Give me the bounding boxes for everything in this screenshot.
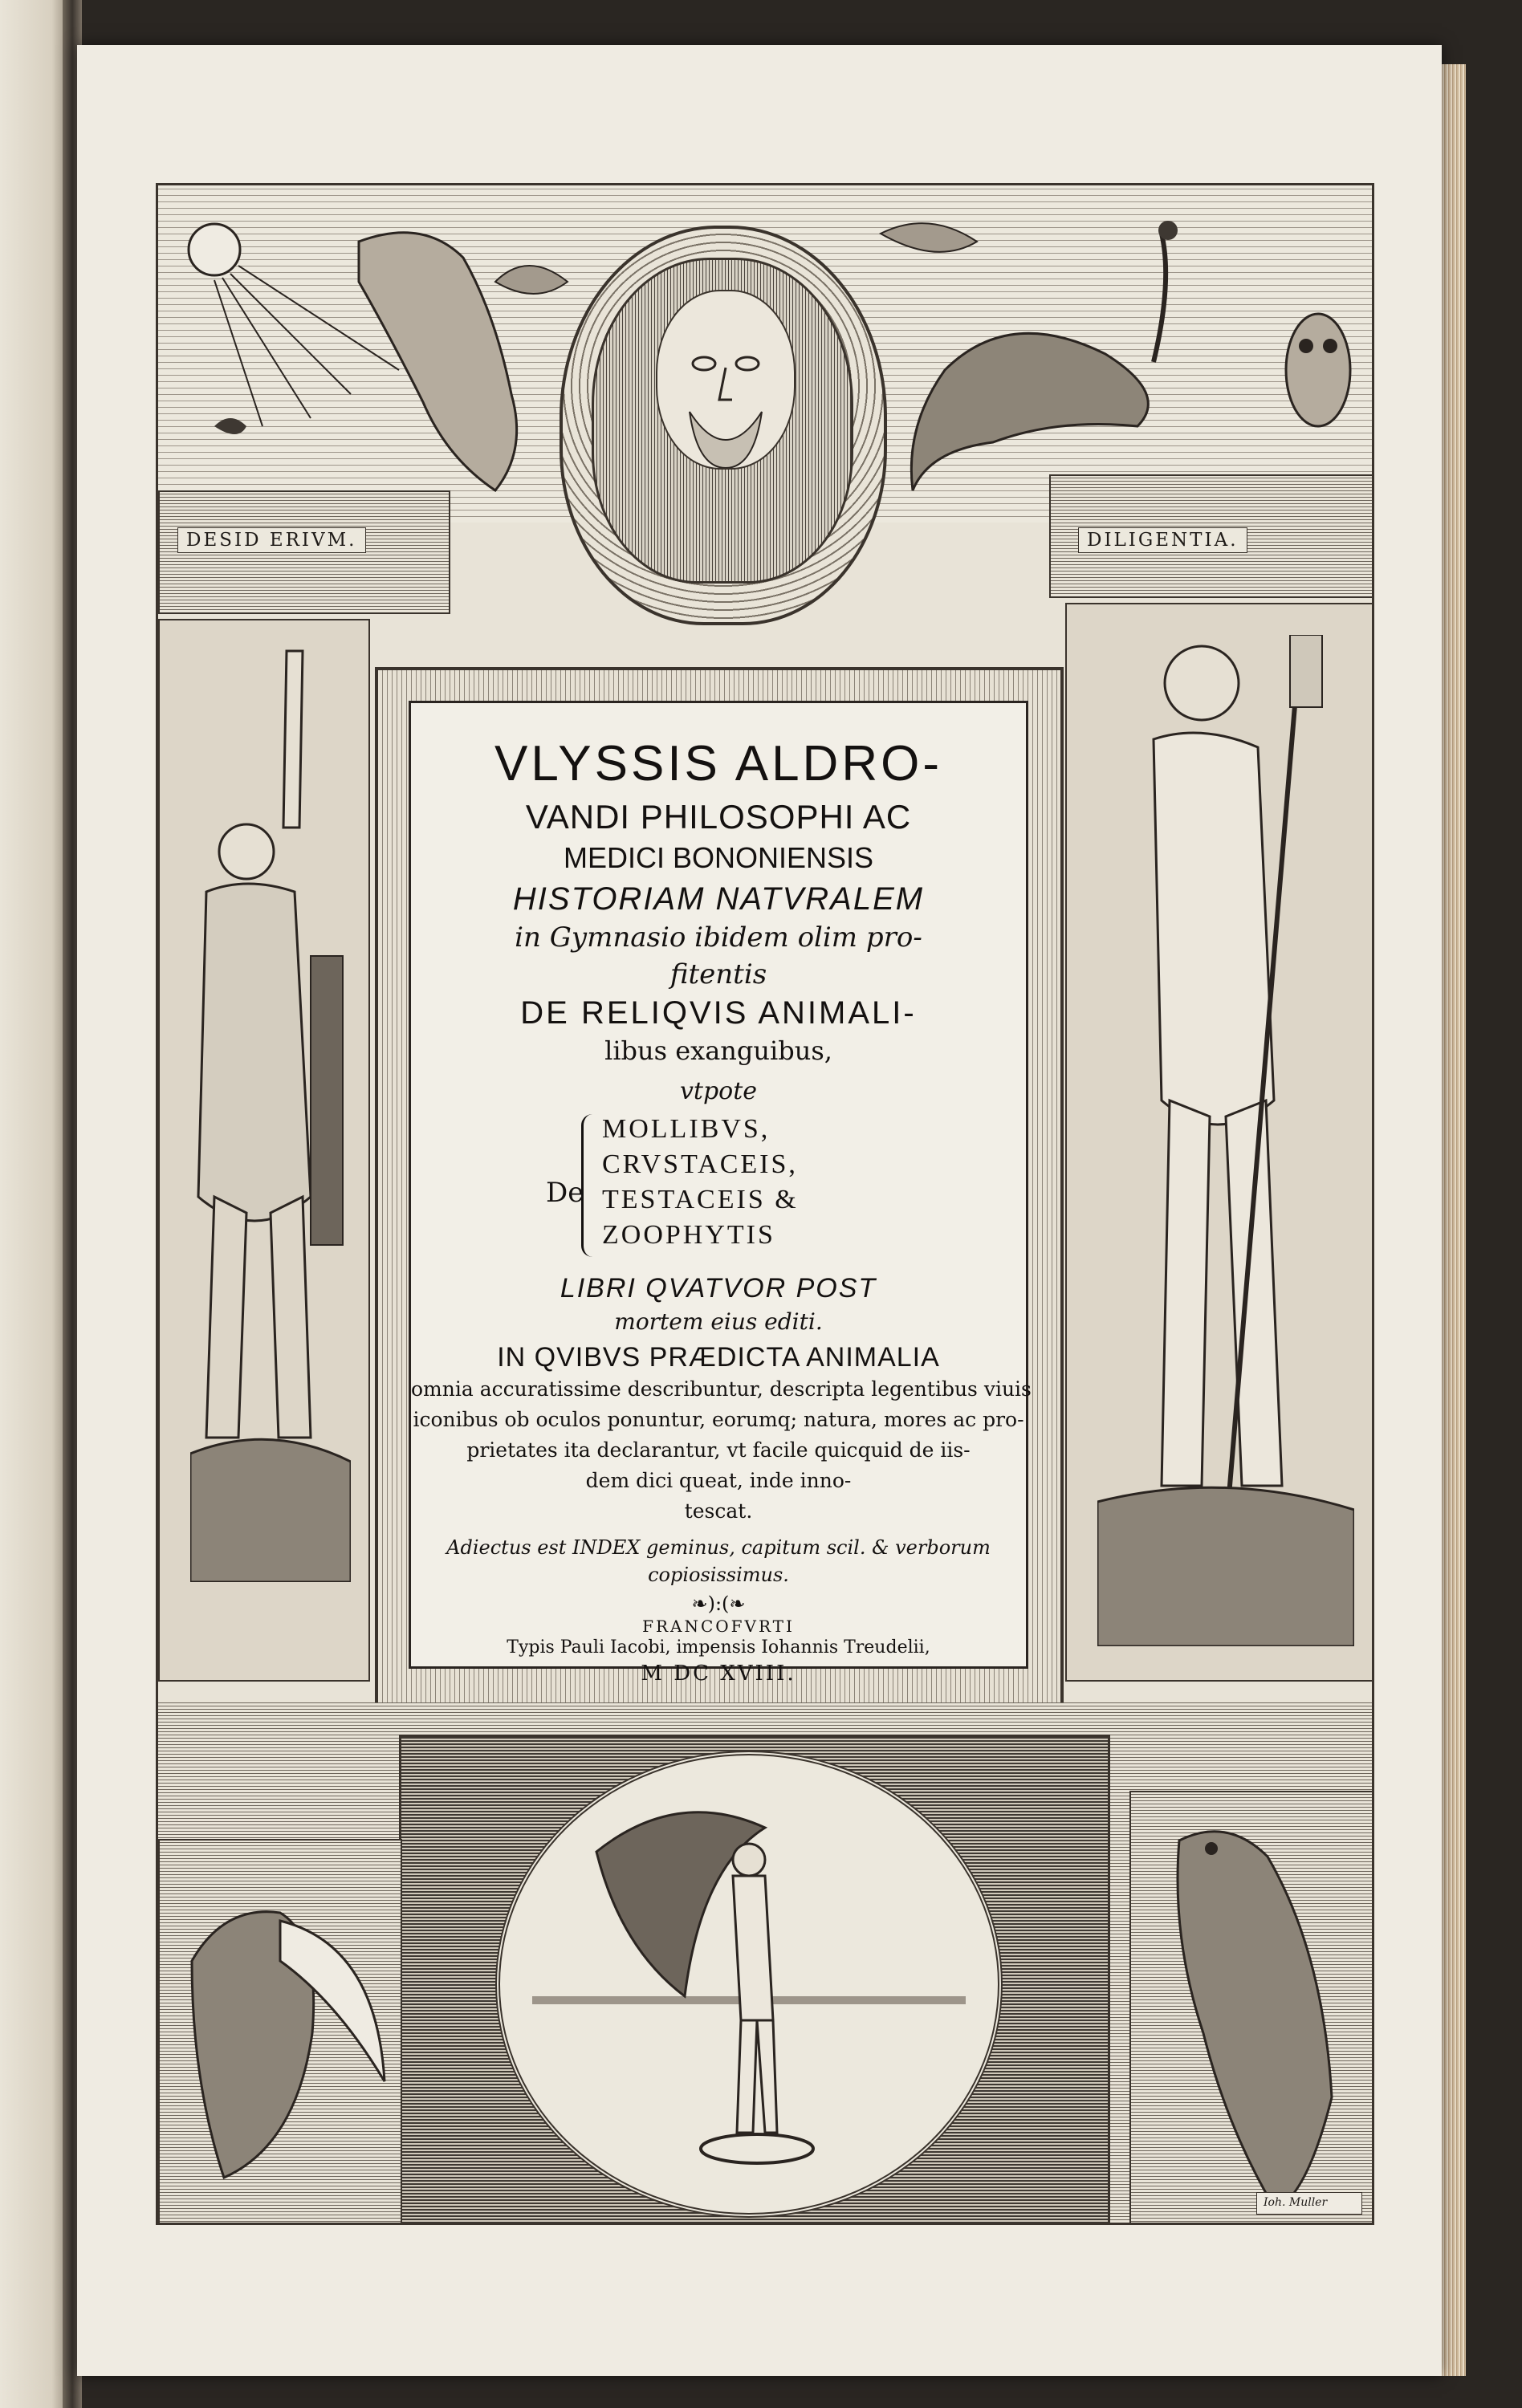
de-label: De [546,1177,584,1209]
eagle-icon [359,233,517,490]
title-line-18: Adiectus est INDEX geminus, capitum scil. & verborum [446,1536,991,1559]
title-line-5: in Gymnasio ibidem olim pro- [515,921,922,954]
sun-icon [189,224,240,275]
flying-bird-icon [495,266,568,294]
title-line-10: LIBRI QVATVOR POST [560,1273,877,1304]
medallion-drawing [500,1755,998,2213]
title-line-6: fitentis [669,958,767,990]
peacock-icon [911,333,1148,490]
hawk-icon [1131,1792,1373,2224]
portrait-face [656,290,796,470]
signature-text: Ioh. Muller [1264,2196,1328,2209]
rooster-icon [214,418,246,434]
title-page [77,45,1442,2376]
title-cartouche [409,701,1032,1686]
toucan-panel [158,1839,402,2225]
imprint-city: FRANCOFVRTI [642,1617,795,1636]
title-line-16: dem dici queat, inde inno- [585,1469,852,1492]
title-line-8: libus exanguibus, [604,1035,832,1066]
title-line-3: MEDICI BONONIENSIS [563,841,874,874]
peacock-head-icon [1158,221,1178,240]
diligentia-figure [1097,635,1354,1646]
title-line-15: prietates ita declarantur, vt facile quicquid de iis- [466,1438,971,1462]
owl-icon [1286,314,1350,426]
title-line-12: IN QVIBVS PRÆDICTA ANIMALIA [497,1342,940,1373]
bird-of-paradise-icon [881,223,977,252]
diligentia-label: DILIGENTIA. [1078,527,1247,553]
engraved-frontispiece [156,183,1374,2225]
engraver-signature [1256,2192,1362,2215]
desiderium-figure [190,635,351,1582]
face-drawing [657,291,794,468]
hawk-panel [1129,1791,1374,2225]
title-line-9: vtpote [679,1077,758,1105]
title-line-19: copiosissimus. [648,1564,789,1586]
list-item: CRVSTACEIS, [602,1149,798,1179]
brace-icon [581,1114,598,1257]
list-item: ZOOPHYTIS [602,1220,775,1250]
title-line-13: omnia accuratissime describuntur, descripta legentibus viuis [411,1377,1032,1401]
title-line-14: iconibus ob oculos ponuntur, eorumq; natura, mores ac pro- [413,1408,1024,1431]
list-item: TESTACEIS & [602,1185,799,1214]
title-line-author: VLYSSIS ALDRO- [494,736,942,791]
title-line-7: DE RELIQVIS ANIMALI- [520,995,917,1031]
peacock-neck-icon [1154,234,1166,362]
imprint-year: M DC XVIII. [641,1662,796,1686]
toucan-icon [160,1841,401,2224]
title-line-4: HISTORIAM NATVRALEM [512,881,925,917]
list-item: MOLLIBVS, [602,1114,771,1144]
title-line-2: VANDI PHILOSOPHI AC [525,798,912,836]
desiderium-label: DESID ERIVM. [177,527,366,553]
title-line-17: tescat. [684,1499,753,1523]
title-line-11: mortem eius editi. [614,1308,823,1335]
venus-medallion [495,1751,1003,2218]
printers-ornament: ❧):(❧ [691,1592,746,1615]
imprint-printer: Typis Pauli Iacobi, impensis Iohannis Treudelii, [507,1637,930,1658]
